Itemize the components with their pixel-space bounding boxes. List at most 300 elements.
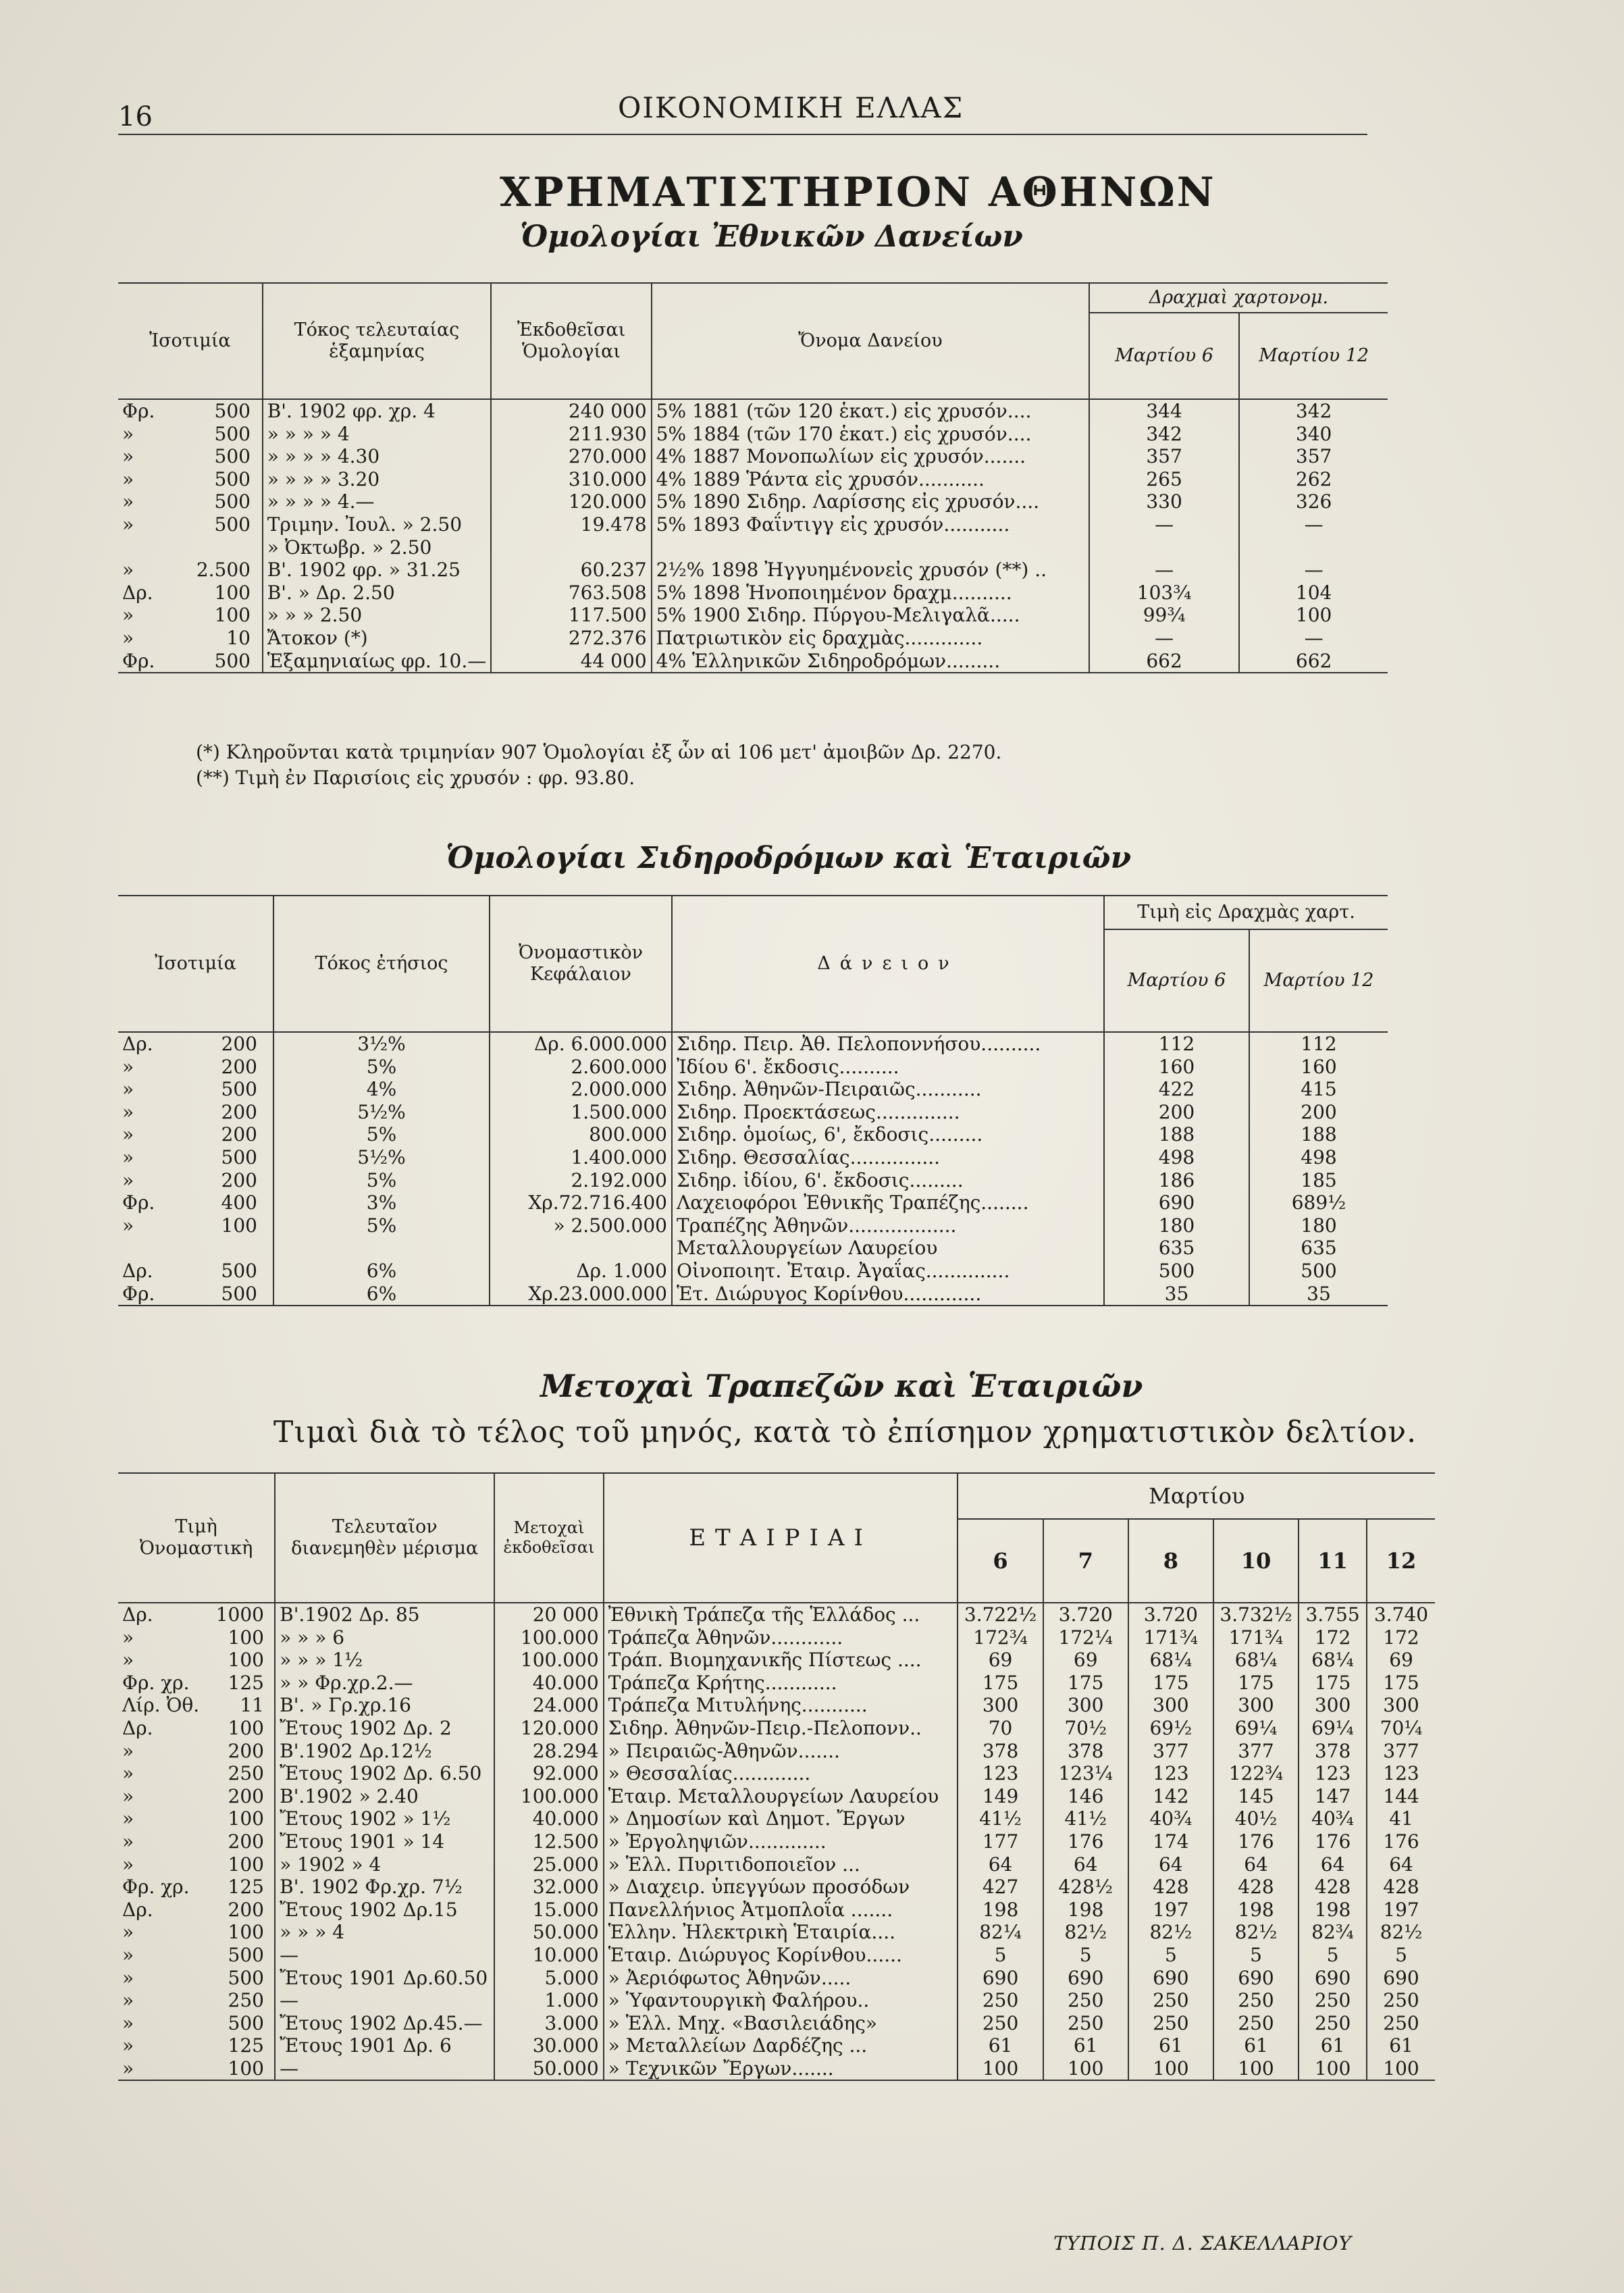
t3-row <box>118 1672 1435 1695</box>
t2-par: 500 <box>221 1078 257 1101</box>
t3-cell-shares: 28.294 <box>494 1740 603 1763</box>
t1-cell-price1: — <box>1089 513 1239 536</box>
t3-cell-price: 250 <box>1043 1989 1128 2012</box>
t1-cell-tokos: Β'. 1902 φρ. » 31.25 <box>263 559 492 582</box>
t2-par: 500 <box>221 1145 257 1168</box>
t2-cell-isotimia <box>118 1056 273 1079</box>
t1-row <box>118 513 1388 536</box>
running-head: ΟΙΚΟΝΟΜΙΚΗ ΕΛΛΑΣ <box>618 91 964 124</box>
t2-cell-price1: 180 <box>1104 1214 1249 1237</box>
t2-cell-price2: 200 <box>1249 1101 1388 1124</box>
t3-cur: » <box>122 2034 134 2057</box>
t3-cell-shares: 100.000 <box>494 1649 603 1672</box>
t3-cur: » <box>122 1966 134 1989</box>
t3-row <box>118 1694 1435 1717</box>
t3-cell-price: 70 <box>958 1717 1043 1740</box>
t2-cell-capital: Χρ.23.000.000 <box>490 1283 672 1306</box>
t3-cur: Δρ. <box>122 1603 153 1626</box>
t3-cell-price: 68¼ <box>1213 1649 1299 1672</box>
t3-cell-price: 428½ <box>1043 1876 1128 1899</box>
t1-cell-isotimia <box>118 490 263 513</box>
t2-cell-name: Μεταλλουργείων Λαυρείου <box>672 1237 1104 1260</box>
t3-cell-price: 5 <box>1043 1944 1128 1967</box>
t3-cell-price: 123 <box>1128 1762 1213 1785</box>
t1-cell-name: 5% 1898 Ἡνοποιημένον δραχμ.......... <box>652 582 1089 604</box>
t1-cell-price1: 344 <box>1089 399 1239 423</box>
t2-par: 200 <box>221 1100 257 1123</box>
t1-cell-tokos: » » » » 4.30 <box>263 445 492 468</box>
t1-cell-price2: — <box>1239 627 1388 650</box>
t3-cell-company: Ἑταιρ. Μεταλλουργείων Λαυρείου <box>604 1785 958 1808</box>
t2-row <box>118 1146 1388 1169</box>
t2-cell-isotimia <box>118 1078 273 1101</box>
t3-cell-nominal <box>118 2012 275 2035</box>
t3-cell-price: 250 <box>1367 2012 1435 2035</box>
t3-cell-dividend: Β'. » Γρ.χρ.16 <box>275 1694 494 1717</box>
note-2: (**) Τιμὴ ἐν Παρισίοις εἰς χρυσόν : φρ. 93.80. <box>196 766 635 789</box>
t3-cell-dividend: — <box>275 1989 494 2012</box>
t3-cell-dividend: » » » 6 <box>275 1626 494 1649</box>
t2-cell-capital: 1.500.000 <box>490 1101 672 1124</box>
t3-cell-price: 147 <box>1299 1785 1367 1808</box>
t3-row <box>118 1967 1435 1990</box>
t3-cur: Φρ. χρ. <box>122 1671 190 1694</box>
t1-cell-tokos: Ἑξαμηνιαίως φρ. 10.— <box>263 650 492 673</box>
t3-cell-price: 5 <box>1299 1944 1367 1967</box>
t1-cell-name: 5% 1884 (τῶν 170 ἑκατ.) εἰς χρυσόν.... <box>652 423 1089 446</box>
t3-cell-price: 300 <box>1299 1694 1367 1717</box>
t3-cell-price: 428 <box>1213 1876 1299 1899</box>
t3-cell-price: 171¾ <box>1128 1626 1213 1649</box>
t2-cell-isotimia <box>118 1101 273 1124</box>
t1-cell-issued: 117.500 <box>491 604 651 627</box>
t3-cell-price: 64 <box>1043 1853 1128 1876</box>
t3-par: 200 <box>228 1784 264 1807</box>
t3-cell-price: 690 <box>958 1967 1043 1990</box>
t1-row <box>118 627 1388 650</box>
t1-cell-isotimia <box>118 627 263 650</box>
t3-cell-price: 69¼ <box>1213 1717 1299 1740</box>
t2-cell-price1: 498 <box>1104 1146 1249 1169</box>
t2-cell-name: Οἰνοποιητ. Ἑταιρ. Ἀγαΐας.............. <box>672 1260 1104 1283</box>
t3-head-day: 11 <box>1299 1519 1367 1603</box>
t1-cell-isotimia <box>118 445 263 468</box>
t3-cell-price: 64 <box>958 1853 1043 1876</box>
t3-cell-company: » Δημοσίων καὶ Δημοτ. Ἔργων <box>604 1807 958 1830</box>
t1-row <box>118 468 1388 491</box>
t2-par: 500 <box>221 1282 257 1305</box>
t2-cell-name: Σιδηρ. ὁμοίως, 6', ἔκδοσις......... <box>672 1123 1104 1146</box>
t3-par: 125 <box>228 2034 264 2057</box>
t3-cell-price: 70½ <box>1043 1717 1128 1740</box>
t3-cell-price: 3.732½ <box>1213 1603 1299 1626</box>
t3-cell-price: 172¾ <box>958 1626 1043 1649</box>
t3-par: 500 <box>228 1966 264 1989</box>
t3-head-shares: Μετοχαὶ ἐκδοθεῖσαι <box>494 1473 603 1603</box>
t1-cell-issued: 211.930 <box>491 423 651 446</box>
t3-cell-price: 82½ <box>1128 1921 1213 1944</box>
main-title: ΧΡΗΜΑΤΙΣΤΗΡΙΟΝ ΑΘΗΝΩΝ <box>500 169 1216 216</box>
t1-cell-issued: 310.000 <box>491 468 651 491</box>
t1-cur: » <box>122 467 134 490</box>
t2-row <box>118 1260 1388 1283</box>
t3-cell-price: 177 <box>958 1830 1043 1853</box>
t3-cell-price: 123¼ <box>1043 1762 1128 1785</box>
t1-cur: Φρ. <box>122 649 155 672</box>
t3-cell-price: 64 <box>1213 1853 1299 1876</box>
t2-cell-rate: 5% <box>273 1123 490 1146</box>
t3-cell-price: 3.720 <box>1128 1603 1213 1626</box>
t1-head-onoma: Ὄνομα Δανείου <box>652 283 1089 399</box>
t3-cell-price: 144 <box>1367 1785 1435 1808</box>
t3-row <box>118 1603 1435 1626</box>
t3-cell-price: 378 <box>958 1740 1043 1763</box>
t2-head-daneion: Δάνειον <box>672 896 1104 1032</box>
t2-row <box>118 1191 1388 1214</box>
t2-cell-rate: 4% <box>273 1078 490 1101</box>
t3-par: 100 <box>228 1716 264 1739</box>
t3-par: 200 <box>228 1739 264 1762</box>
t3-cell-price: 123 <box>1299 1762 1367 1785</box>
t3-cell-nominal <box>118 1876 275 1899</box>
t1-cell-price2: 662 <box>1239 650 1388 673</box>
t1-cell-issued: 240 000 <box>491 399 651 423</box>
t1-cell-price2: 326 <box>1239 490 1388 513</box>
t3-row <box>118 1899 1435 1922</box>
t1-cell-price1: 662 <box>1089 650 1239 673</box>
table3-title: Μετοχαὶ Τραπεζῶν καὶ Ἑταιριῶν <box>540 1368 1143 1404</box>
t3-par: 100 <box>228 1626 264 1649</box>
t3-cell-shares: 25.000 <box>494 1853 603 1876</box>
t1-cell-price1: 330 <box>1089 490 1239 513</box>
t3-cell-price: 690 <box>1299 1967 1367 1990</box>
t3-cell-company: Ἐθνικὴ Τράπεζα τῆς Ἑλλάδος ... <box>604 1603 958 1626</box>
t1-cell-price1: 103¾ <box>1089 582 1239 604</box>
t3-cur: » <box>122 1807 134 1830</box>
t3-cell-price: 41 <box>1367 1807 1435 1830</box>
t3-cell-price: 172¼ <box>1043 1626 1128 1649</box>
t2-cur: » <box>122 1055 134 1078</box>
t3-cell-shares: 24.000 <box>494 1694 603 1717</box>
t2-row <box>118 1283 1388 1306</box>
t3-cell-price: 377 <box>1213 1740 1299 1763</box>
t2-cell-capital <box>490 1237 672 1260</box>
railway-bonds-table <box>118 895 1388 1306</box>
t1-par: 2.500 <box>196 559 251 582</box>
t3-cell-price: 5 <box>1128 1944 1213 1967</box>
t3-par: 125 <box>228 1671 264 1694</box>
t1-cur: » <box>122 626 134 649</box>
t3-cell-price: 300 <box>1367 1694 1435 1717</box>
t1-head-prices-group: Δραχμαὶ χαρτονομ. <box>1089 283 1388 313</box>
t3-par: 250 <box>228 1762 264 1785</box>
t3-cell-nominal <box>118 1921 275 1944</box>
t3-par: 100 <box>228 2057 264 2080</box>
t2-cur: » <box>122 1214 134 1237</box>
t3-cell-shares: 92.000 <box>494 1762 603 1785</box>
t3-cell-nominal <box>118 1989 275 2012</box>
t3-cell-nominal <box>118 1740 275 1763</box>
t1-cell-issued: 270.000 <box>491 445 651 468</box>
t1-cell-isotimia <box>118 399 263 423</box>
t3-cur: Λίρ. Ὀθ. <box>122 1694 200 1717</box>
t3-cur: » <box>122 2011 134 2034</box>
t3-cell-nominal <box>118 1785 275 1808</box>
t3-par: 11 <box>240 1694 264 1717</box>
t3-cell-price: 175 <box>1367 1672 1435 1695</box>
t2-cur: » <box>122 1078 134 1101</box>
t2-cur: Δρ. <box>122 1259 153 1282</box>
t3-row <box>118 1830 1435 1853</box>
t3-cell-price: 69 <box>1367 1649 1435 1672</box>
t2-row <box>118 1056 1388 1079</box>
t1-cell-name: 4% 1889 Ῥάντα εἰς χρυσόν........... <box>652 468 1089 491</box>
t3-cell-price: 100 <box>1367 2057 1435 2081</box>
t2-cell-price2: 160 <box>1249 1056 1388 1079</box>
t2-cell-price1: 690 <box>1104 1191 1249 1214</box>
t3-cell-price: 82¾ <box>1299 1921 1367 1944</box>
t3-cell-company: Ἑλλην. Ἠλεκτρικὴ Ἑταιρία.... <box>604 1921 958 1944</box>
t3-cell-shares: 40.000 <box>494 1807 603 1830</box>
t1-cell-tokos: » » » » 3.20 <box>263 468 492 491</box>
t2-par: 200 <box>221 1055 257 1078</box>
t1-cell-price2: 357 <box>1239 445 1388 468</box>
t1-cur: » <box>122 445 134 468</box>
t3-cell-price: 427 <box>958 1876 1043 1899</box>
t2-cell-capital: Δρ. 1.000 <box>490 1260 672 1283</box>
t3-cell-price: 40¾ <box>1128 1807 1213 1830</box>
t1-cell-name: 5% 1890 Σιδηρ. Λαρίσσης εἰς χρυσόν.... <box>652 490 1089 513</box>
t2-head-isotimia: Ἰσοτιμία <box>155 952 236 974</box>
t3-cell-shares: 3.000 <box>494 2012 603 2035</box>
t3-cell-company: » Τεχνικῶν Ἔργων....... <box>604 2057 958 2081</box>
t3-cell-shares: 1.000 <box>494 1989 603 2012</box>
t3-cell-price: 176 <box>1213 1830 1299 1853</box>
national-loans-table <box>118 282 1388 673</box>
t3-cell-price: 250 <box>1299 2012 1367 2035</box>
t2-row <box>118 1237 1388 1260</box>
t1-row <box>118 490 1388 513</box>
t1-cell-tokos: » » » » 4.— <box>263 490 492 513</box>
t3-cell-price: 250 <box>1367 1989 1435 2012</box>
t1-cell-tokos: Β'. » Δρ. 2.50 <box>263 582 492 604</box>
t3-cell-price: 377 <box>1367 1740 1435 1763</box>
t3-head-dividend: Τελευταῖον διανεμηθὲν μέρισμα <box>275 1473 494 1603</box>
t2-cur: Φρ. <box>122 1282 155 1305</box>
t3-cell-dividend: Ἔτους 1901 » 14 <box>275 1830 494 1853</box>
t1-cur: » <box>122 490 134 513</box>
t3-cell-shares: 40.000 <box>494 1672 603 1695</box>
t3-cell-company: Τράπ. Βιομηχανικῆς Πίστεως .... <box>604 1649 958 1672</box>
t2-cell-price1: 160 <box>1104 1056 1249 1079</box>
t2-row <box>118 1123 1388 1146</box>
t2-row <box>118 1032 1388 1056</box>
t2-cell-isotimia <box>118 1214 273 1237</box>
t3-row <box>118 1989 1435 2012</box>
t3-head-day: 8 <box>1128 1519 1213 1603</box>
t3-cell-price: 198 <box>1299 1899 1367 1922</box>
t2-cell-price1: 188 <box>1104 1123 1249 1146</box>
t3-head-day: 12 <box>1367 1519 1435 1603</box>
t3-row <box>118 1876 1435 1899</box>
t2-cell-price1: 112 <box>1104 1032 1249 1056</box>
t1-cell-isotimia <box>118 423 263 446</box>
t3-cell-price: 69½ <box>1128 1717 1213 1740</box>
t1-cell-tokos: Β'. 1902 φρ. χρ. 4 <box>263 399 492 423</box>
t3-cell-nominal <box>118 1899 275 1922</box>
t1-par: 500 <box>214 490 251 513</box>
t1-row <box>118 423 1388 446</box>
t3-cur: » <box>122 1853 134 1876</box>
t3-par: 100 <box>228 1853 264 1876</box>
t3-cell-price: 61 <box>1043 2034 1128 2057</box>
t3-cell-shares: 100.000 <box>494 1785 603 1808</box>
t3-cell-company: Ἑταιρ. Διώρυγος Κορίνθου...... <box>604 1944 958 1967</box>
t3-cell-shares: 10.000 <box>494 1944 603 1967</box>
t3-cell-price: 300 <box>1043 1694 1128 1717</box>
t3-cell-price: 175 <box>1213 1672 1299 1695</box>
t3-cell-dividend: » » » 1½ <box>275 1649 494 1672</box>
t2-cur: » <box>122 1100 134 1123</box>
t2-row <box>118 1078 1388 1101</box>
t2-cell-rate: 6% <box>273 1260 490 1283</box>
t3-cell-dividend: Ἔτους 1902 Δρ.45.— <box>275 2012 494 2035</box>
t3-cell-nominal <box>118 1626 275 1649</box>
t3-cell-price: 82½ <box>1043 1921 1128 1944</box>
t1-cell-isotimia <box>118 536 263 559</box>
t1-cur: Δρ. <box>122 581 153 604</box>
t3-cur: » <box>122 1784 134 1807</box>
t3-cell-price: 197 <box>1367 1899 1435 1922</box>
t3-par: 250 <box>228 1989 264 2012</box>
t3-cell-price: 300 <box>1213 1694 1299 1717</box>
t3-cell-shares: 12.500 <box>494 1830 603 1853</box>
t3-cell-company: Πανελλήνιος Ἀτμοπλοΐα ....... <box>604 1899 958 1922</box>
t3-cur: Δρ. <box>122 1716 153 1739</box>
t1-cell-name: 5% 1900 Σιδηρ. Πύργου-Μελιγαλᾶ..... <box>652 604 1089 627</box>
table1-notes <box>196 740 1001 791</box>
t2-cur: Φρ. <box>122 1191 155 1214</box>
t3-cur: Φρ. χρ. <box>122 1876 190 1899</box>
t3-cur: » <box>122 1626 134 1649</box>
t3-cur: Δρ. <box>122 1898 153 1921</box>
t3-cell-dividend: Ἔτους 1902 Δρ. 6.50 <box>275 1762 494 1785</box>
t2-cell-price1: 500 <box>1104 1260 1249 1283</box>
t3-cell-price: 250 <box>958 1989 1043 2012</box>
t3-head-companies: ΕΤΑΙΡΙΑΙ <box>604 1473 958 1603</box>
t3-cell-price: 100 <box>1128 2057 1213 2081</box>
t2-cell-rate: 5% <box>273 1214 490 1237</box>
t1-par: 500 <box>214 513 251 536</box>
t2-cell-isotimia <box>118 1169 273 1192</box>
t3-cell-price: 146 <box>1043 1785 1128 1808</box>
t3-cell-nominal <box>118 1853 275 1876</box>
t3-body <box>118 1603 1435 2080</box>
t3-cell-price: 175 <box>1299 1672 1367 1695</box>
t1-cell-price2: 342 <box>1239 399 1388 423</box>
t3-cell-dividend: Ἔτους 1902 Δρ.15 <box>275 1899 494 1922</box>
t2-cell-isotimia <box>118 1146 273 1169</box>
t2-cell-capital: Χρ.72.716.400 <box>490 1191 672 1214</box>
t3-cell-price: 250 <box>1128 2012 1213 2035</box>
t3-cell-nominal <box>118 1649 275 1672</box>
t3-cell-price: 61 <box>1213 2034 1299 2057</box>
t3-cell-dividend: — <box>275 1944 494 1967</box>
t3-cur: » <box>122 2057 134 2080</box>
t3-cell-price: 100 <box>958 2057 1043 2081</box>
t3-cell-price: 250 <box>1128 1989 1213 2012</box>
t3-cell-price: 198 <box>958 1899 1043 1922</box>
t1-cell-isotimia <box>118 582 263 604</box>
t3-cell-price: 123 <box>958 1762 1043 1785</box>
t3-par: 125 <box>228 1876 264 1899</box>
t2-cell-rate: 5½% <box>273 1146 490 1169</box>
t3-cell-price: 428 <box>1367 1876 1435 1899</box>
t3-cell-price: 171¾ <box>1213 1626 1299 1649</box>
t1-row <box>118 445 1388 468</box>
t3-cell-company: Τράπεζα Κρήτης............ <box>604 1672 958 1695</box>
t3-cur: » <box>122 1762 134 1785</box>
table2-title: Ὁμολογίαι Σιδηροδρόμων καὶ Ἑταιριῶν <box>446 841 1132 875</box>
t3-row <box>118 1717 1435 1740</box>
t2-par: 200 <box>221 1033 257 1055</box>
t3-cell-price: 172 <box>1367 1626 1435 1649</box>
t3-cell-price: 40½ <box>1213 1807 1299 1830</box>
t3-cell-company: Τράπεζα Ἀθηνῶν............ <box>604 1626 958 1649</box>
t1-cell-price2: — <box>1239 559 1388 582</box>
t2-cell-name: Σιδηρ. Πειρ. Ἀθ. Πελοποννήσου.......... <box>672 1032 1104 1056</box>
t3-cell-company: » Ἑλλ. Πυριτιδοποιεῖον ... <box>604 1853 958 1876</box>
t2-head-kefalaion: Ὀνομαστικὸν Κεφάλαιον <box>490 896 672 1032</box>
printer-credit: ΤΥΠΟΙΣ Π. Δ. ΣΑΚΕΛΛΑΡΙΟΥ <box>1053 2232 1352 2255</box>
t1-cell-price2: 100 <box>1239 604 1388 627</box>
t2-cell-price2: 500 <box>1249 1260 1388 1283</box>
t1-cell-issued: 272.376 <box>491 627 651 650</box>
t2-head-prices-group: Τιμὴ εἰς Δραχμὰς χαρτ. <box>1104 896 1388 929</box>
t2-row <box>118 1169 1388 1192</box>
t3-cell-dividend: Β'. 1902 Φρ.χρ. 7½ <box>275 1876 494 1899</box>
t1-row <box>118 559 1388 582</box>
t3-cell-price: 690 <box>1043 1967 1128 1990</box>
t3-cell-dividend: Β'.1902 Δρ. 85 <box>275 1603 494 1626</box>
t1-cur: » <box>122 604 134 627</box>
t2-body <box>118 1032 1388 1306</box>
t1-cell-issued: 44 000 <box>491 650 651 673</box>
t2-cell-isotimia <box>118 1260 273 1283</box>
t3-cell-nominal <box>118 2034 275 2057</box>
t3-cell-price: 250 <box>1213 2012 1299 2035</box>
t3-cell-company: » Μεταλλείων Δαρδέζης ... <box>604 2034 958 2057</box>
t3-cell-nominal <box>118 1807 275 1830</box>
t3-cell-price: 64 <box>1299 1853 1367 1876</box>
t3-cell-nominal <box>118 1603 275 1626</box>
t1-cell-name: Πατριωτικὸν εἰς δραχμὰς............. <box>652 627 1089 650</box>
t3-cell-price: 5 <box>1213 1944 1299 1967</box>
t2-cell-price2: 185 <box>1249 1169 1388 1192</box>
t3-cell-price: 149 <box>958 1785 1043 1808</box>
t2-cell-price2: 188 <box>1249 1123 1388 1146</box>
t1-cell-price1: — <box>1089 627 1239 650</box>
t3-cell-shares: 30.000 <box>494 2034 603 2057</box>
t2-cell-capital: » 2.500.000 <box>490 1214 672 1237</box>
t1-row <box>118 604 1388 627</box>
t2-cell-capital: 2.600.000 <box>490 1056 672 1079</box>
t1-par: 500 <box>214 400 251 422</box>
t3-cell-shares: 15.000 <box>494 1899 603 1922</box>
t2-cell-isotimia <box>118 1032 273 1056</box>
t3-row <box>118 1762 1435 1785</box>
t1-cell-isotimia <box>118 604 263 627</box>
